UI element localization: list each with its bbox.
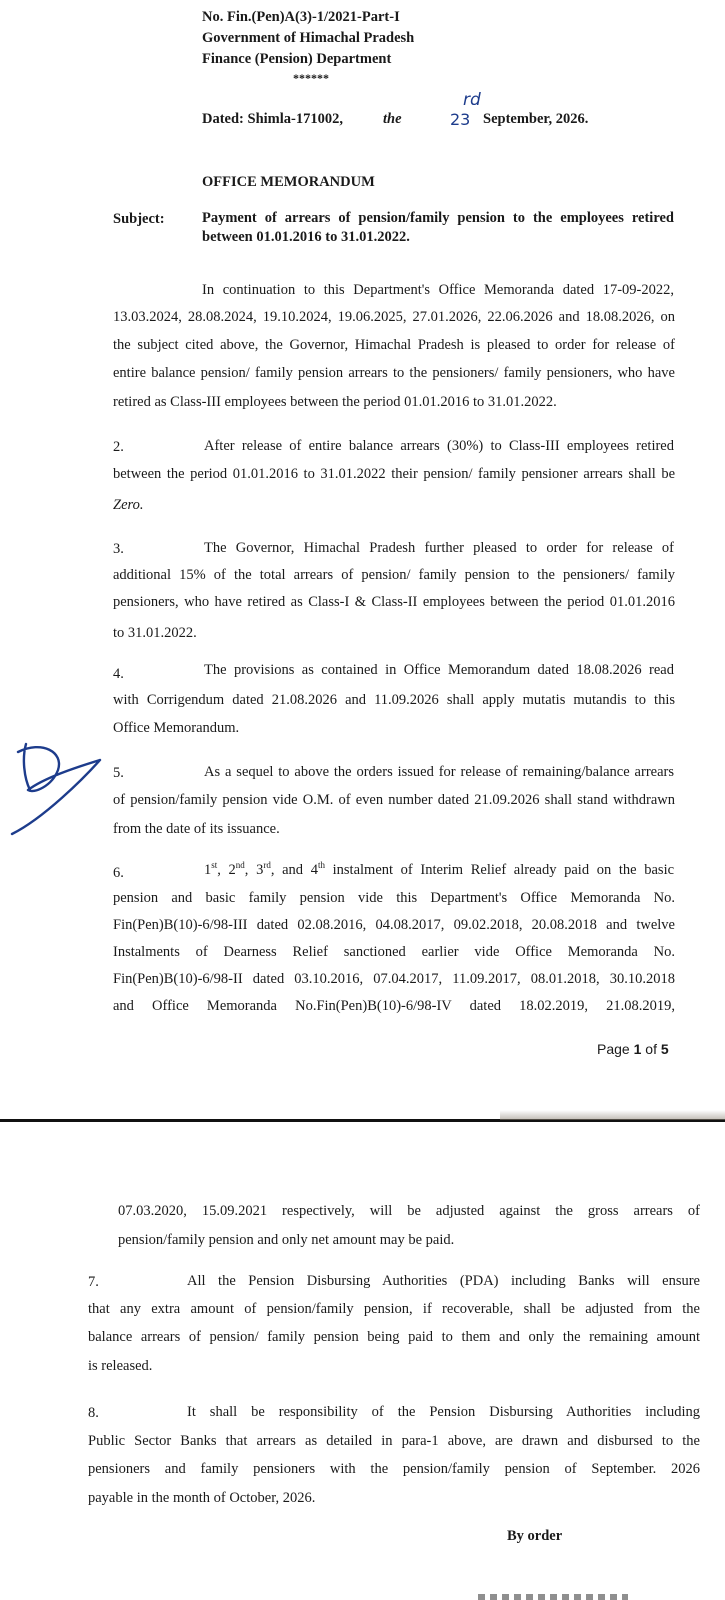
by-order: By order	[507, 1528, 563, 1544]
file-number: No. Fin.(Pen)A(3)-1/2021-Part-I	[202, 9, 400, 25]
continuation-line: pension/family pension and only net amount may be paid.	[118, 1232, 455, 1248]
para7-line: balance arrears of pension/ family pension being paid to them and only the remaining amount	[88, 1329, 700, 1345]
dated-month-year: September, 2026.	[483, 111, 589, 127]
para6-line: pension and basic family pension vide this Department's Office Memoranda No.	[113, 890, 675, 906]
para3-line: The Governor, Himachal Pradesh further pleased to order for release of	[204, 540, 674, 556]
para2-line: Zero.	[113, 497, 144, 513]
para3-line: pensioners, who have retired as Class-I & Class-II employees between the period 01.01.2016	[113, 594, 675, 610]
para2-line: between the period 01.01.2016 to 31.01.2022 their pension/ family pensioner arrears shall be	[113, 466, 675, 482]
handwritten-day: 23	[450, 110, 471, 129]
para6-line: Instalments of Dearness Relief sanctioned earlier vide Office Memoranda No.	[113, 944, 675, 960]
para1-line: entire balance pension/ family pension arrears to the pensioners/ family pensioners, who have	[113, 365, 675, 381]
page-edge-shadow	[500, 1110, 725, 1120]
dated-the: the	[383, 111, 402, 127]
para8-line: Public Sector Banks that arrears as detailed in para-1 above, are drawn and disbursed to the	[88, 1433, 700, 1449]
ordinal-suffix: nd	[235, 860, 245, 871]
para8-line: payable in the month of October, 2026.	[88, 1490, 316, 1506]
page-label: Page	[597, 1041, 630, 1057]
subject-line: Payment of arrears of pension/family pension to the employees retired	[202, 210, 674, 226]
page-number	[597, 1040, 669, 1058]
ordinal: 1	[204, 862, 212, 878]
para5-line: of pension/family pension vide O.M. of even number dated 21.09.2026 shall stand withdrawn	[113, 792, 675, 808]
para1-line: In continuation to this Department's Office Memoranda dated 17-09-2022,	[202, 282, 674, 298]
cut-off-signatory-text	[478, 1594, 628, 1600]
para1-line: the subject cited above, the Governor, Himachal Pradesh is pleased to order for release of	[113, 337, 675, 353]
subject-label: Subject:	[113, 211, 165, 227]
page-current: 1	[633, 1041, 642, 1057]
ordinal: 3	[256, 862, 264, 878]
government-name: Government of Himachal Pradesh	[202, 30, 415, 46]
para5-line: from the date of its issuance.	[113, 821, 280, 837]
para1-line: 13.03.2024, 28.08.2024, 19.10.2024, 19.06.2025, 27.01.2026, 22.06.2026 and 18.08.2026, on	[113, 309, 675, 325]
para7-line: is released.	[88, 1358, 153, 1374]
subject-line: between 01.01.2016 to 31.01.2022.	[202, 229, 410, 245]
para7-line: All the Pension Disbursing Authorities (PDA) including Banks will ensure	[187, 1273, 700, 1289]
para6-first-rest: instalment of Interim Relief already paid on the basic	[332, 862, 675, 878]
continuation-line: 07.03.2020, 15.09.2021 respectively, will be adjusted against the gross arrears of	[118, 1203, 700, 1219]
document-title: OFFICE MEMORANDUM	[202, 174, 375, 190]
para5-line: As a sequel to above the orders issued for release of remaining/balance arrears	[204, 764, 674, 780]
department-name: Finance (Pension) Department	[202, 51, 392, 67]
ordinal-suffix: th	[317, 860, 325, 871]
para7-line: that any extra amount of pension/family pension, if recoverable, shall be adjusted from the	[88, 1301, 700, 1317]
ordinal: 2	[228, 862, 236, 878]
para6-line: Fin(Pen)B(10)-6/98-III dated 02.08.2016, 04.08.2017, 09.02.2018, 20.08.2018 and twelve	[113, 917, 675, 933]
para6-line: Fin(Pen)B(10)-6/98-II dated 03.10.2016, 07.04.2017, 11.09.2017, 08.01.2018, 30.10.2018	[113, 971, 675, 987]
ordinal-suffix: rd	[263, 860, 271, 871]
para6-first-line: 1st, 2nd, 3rd, and 4th instalment of Interim Relief already paid on the basic	[204, 860, 675, 878]
para4-line: The provisions as contained in Office Memorandum dated 18.08.2026 read	[204, 662, 674, 678]
para5-number: 5.	[113, 765, 124, 781]
para2-line: After release of entire balance arrears (30%) to Class-III employees retired	[204, 438, 674, 454]
para6-number: 6.	[113, 865, 124, 881]
para8-line: pensioners and family pensioners with the pension/family pension of September. 2026	[88, 1461, 700, 1477]
page-of: of	[645, 1041, 657, 1057]
para4-line: Office Memorandum.	[113, 720, 240, 736]
handwritten-day-suffix: rd	[463, 90, 481, 110]
para7-number: 7.	[88, 1274, 99, 1290]
handwritten-initial-mark	[4, 738, 122, 838]
stars-divider: ******	[293, 71, 329, 85]
para3-line: to 31.01.2022.	[113, 625, 197, 641]
dated-place: Dated: Shimla-171002,	[202, 111, 343, 127]
para1-line: retired as Class-III employees between the period 01.01.2016 to 31.01.2022.	[113, 394, 557, 410]
para8-number: 8.	[88, 1405, 99, 1421]
para3-line: additional 15% of the total arrears of pension/ family pension to the pensioners/ family	[113, 567, 675, 583]
para2-number: 2.	[113, 439, 124, 455]
para6-line: and Office Memoranda No.Fin(Pen)B(10)-6/98-IV dated 18.02.2019, 21.08.2019,	[113, 998, 675, 1014]
para4-line: with Corrigendum dated 21.08.2026 and 11.09.2026 shall apply mutatis mutandis to this	[113, 692, 675, 708]
ordinal-suffix: st	[211, 860, 218, 871]
para3-number: 3.	[113, 541, 124, 557]
para8-line: It shall be responsibility of the Pension Disbursing Authorities including	[187, 1404, 700, 1420]
page-total: 5	[660, 1041, 669, 1057]
ordinal: and 4	[282, 862, 318, 878]
para4-number: 4.	[113, 666, 124, 682]
